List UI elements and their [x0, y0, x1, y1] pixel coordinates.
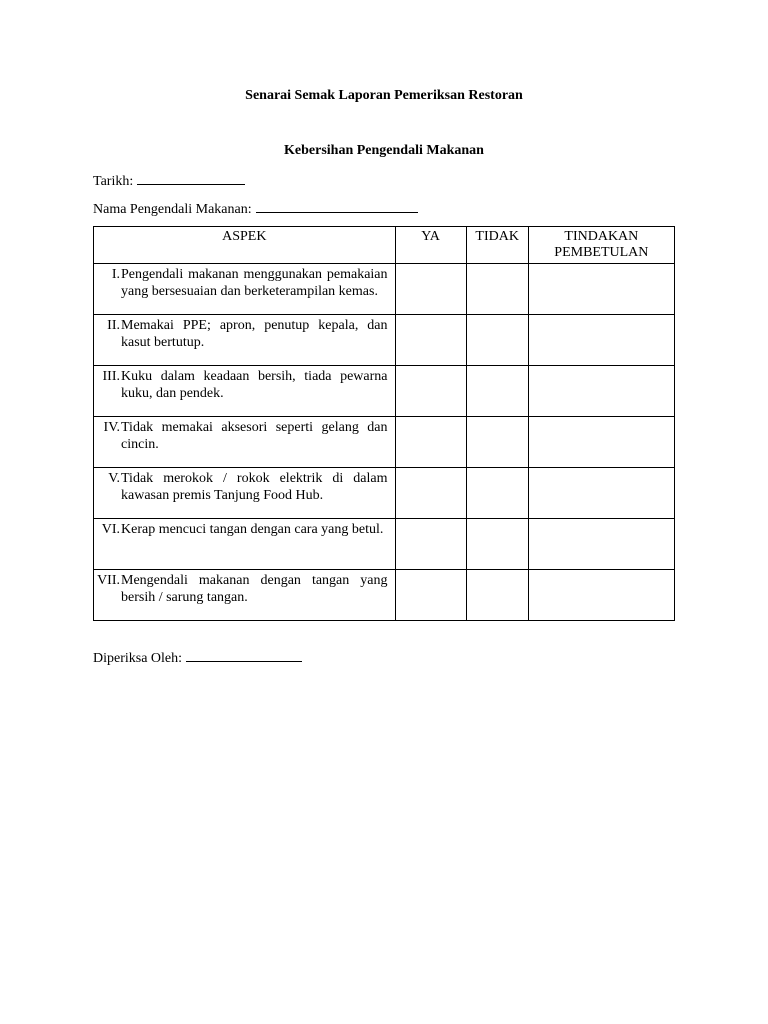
ya-cell[interactable] — [395, 519, 466, 570]
row-number: II. — [107, 318, 120, 333]
diperiksa-oleh-field — [93, 648, 302, 667]
row-number: VII. — [97, 573, 120, 588]
tarikh-field — [93, 171, 245, 190]
ya-cell[interactable] — [395, 417, 466, 468]
checklist-table — [93, 226, 675, 621]
ya-cell[interactable] — [395, 570, 466, 621]
row-number: V. — [108, 471, 120, 486]
document-subtitle: Kebersihan Pengendali Makanan — [284, 143, 484, 158]
tidak-cell[interactable] — [466, 519, 528, 570]
tindakan-cell[interactable] — [528, 519, 674, 570]
aspek-text: Kuku dalam keadaan bersih, tiada pewarna kuku, dan pendek. — [121, 369, 388, 401]
tidak-cell[interactable] — [466, 468, 528, 519]
header-aspek: ASPEK — [94, 227, 396, 264]
table-row — [94, 519, 675, 570]
table-row — [94, 570, 675, 621]
tindakan-cell[interactable] — [528, 468, 674, 519]
nama-pengendali-blank-line[interactable] — [256, 199, 418, 213]
row-number: I. — [111, 267, 120, 282]
aspek-cell — [94, 570, 396, 621]
ya-cell[interactable] — [395, 468, 466, 519]
nama-pengendali-label: Nama Pengendali Makanan: — [93, 202, 252, 217]
aspek-cell — [94, 264, 396, 315]
header-ya: YA — [395, 227, 466, 264]
tindakan-cell[interactable] — [528, 417, 674, 468]
aspek-text: Mengendali makanan dengan tangan yang bersih / sarung tangan. — [121, 573, 388, 605]
aspek-cell — [94, 468, 396, 519]
table-row — [94, 315, 675, 366]
document-title: Senarai Semak Laporan Pemeriksan Restoran — [245, 88, 523, 103]
table-row — [94, 468, 675, 519]
nama-pengendali-field — [93, 199, 418, 218]
tindakan-cell[interactable] — [528, 315, 674, 366]
row-number: III. — [102, 369, 120, 384]
tarikh-blank-line[interactable] — [137, 171, 245, 185]
tidak-cell[interactable] — [466, 315, 528, 366]
aspek-text: Pengendali makanan menggunakan pemakaian yang bersesuaian dan berketerampilan kemas. — [121, 267, 388, 299]
tidak-cell[interactable] — [466, 570, 528, 621]
aspek-cell — [94, 366, 396, 417]
table-row — [94, 366, 675, 417]
table-row — [94, 417, 675, 468]
header-tidak: TIDAK — [466, 227, 528, 264]
tindakan-cell[interactable] — [528, 570, 674, 621]
diperiksa-oleh-label: Diperiksa Oleh: — [93, 651, 183, 666]
tarikh-label: Tarikh: — [93, 174, 134, 189]
table-row — [94, 264, 675, 315]
aspek-text: Tidak merokok / rokok elektrik di dalam kawasan premis Tanjung Food Hub. — [121, 471, 388, 503]
aspek-cell — [94, 519, 396, 570]
aspek-text: Kerap mencuci tangan dengan cara yang betul. — [121, 522, 384, 537]
tidak-cell[interactable] — [466, 366, 528, 417]
header-tindakan-pembetulan: TINDAKAN PEMBETULAN — [528, 227, 674, 264]
ya-cell[interactable] — [395, 366, 466, 417]
row-number: VI. — [101, 522, 120, 537]
ya-cell[interactable] — [395, 315, 466, 366]
tidak-cell[interactable] — [466, 264, 528, 315]
tidak-cell[interactable] — [466, 417, 528, 468]
tindakan-cell[interactable] — [528, 264, 674, 315]
ya-cell[interactable] — [395, 264, 466, 315]
aspek-cell — [94, 315, 396, 366]
aspek-text: Tidak memakai aksesori seperti gelang dan cincin. — [121, 420, 388, 452]
aspek-text: Memakai PPE; apron, penutup kepala, dan kasut bertutup. — [121, 318, 388, 350]
aspek-cell — [94, 417, 396, 468]
diperiksa-oleh-blank-line[interactable] — [186, 648, 302, 662]
table-header-row — [94, 227, 675, 264]
row-number: IV. — [103, 420, 120, 435]
tindakan-cell[interactable] — [528, 366, 674, 417]
